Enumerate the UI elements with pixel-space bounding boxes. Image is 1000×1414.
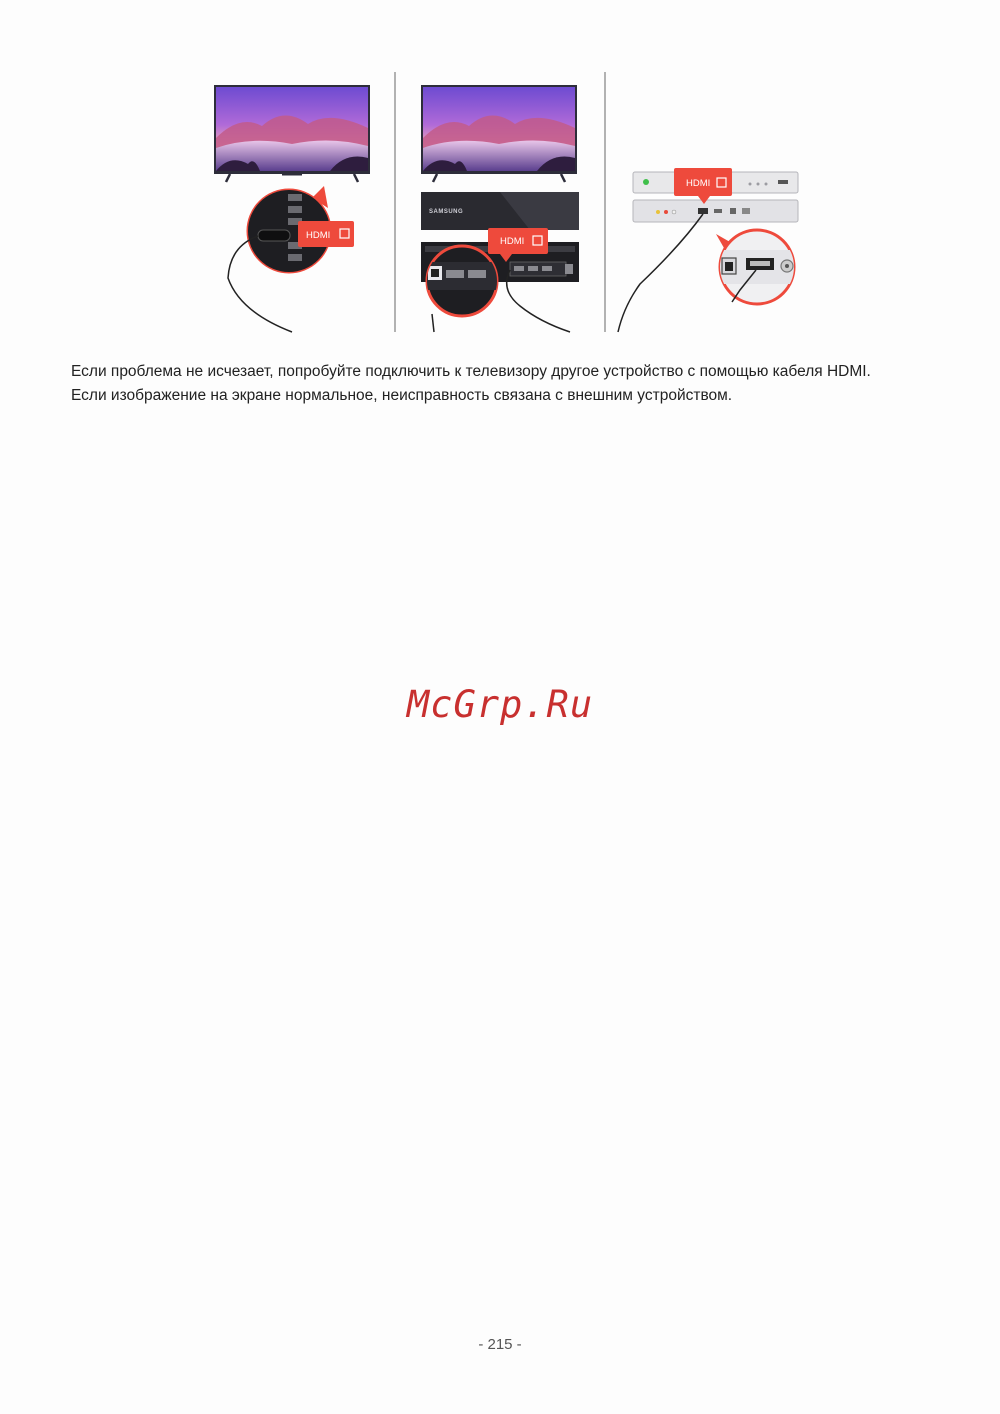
settop-port-zoom [716, 230, 796, 304]
hdmi-connection-illustration [200, 66, 810, 338]
tv-panel-2 [421, 85, 577, 182]
instruction-line-2: Если изображение на экране нормальное, неисправность связана с внешним устройством. [71, 386, 733, 404]
hdmi-tag-3: HDMI [686, 178, 711, 189]
brand-label: SAMSUNG [429, 209, 464, 215]
illustration-svg [200, 66, 810, 338]
instruction-text [71, 360, 951, 407]
samsung-box-front [421, 192, 579, 230]
tv-panel-1 [214, 85, 370, 182]
tv-port-zoom [228, 186, 354, 332]
hdmi-tag-2: HDMI [500, 236, 525, 247]
instruction-line-1: Если проблема не исчезает, попробуйте подключить к телевизору другое устройство с помощью кабеля HDMI. [71, 363, 871, 380]
hdmi-tag-1: HDMI [306, 230, 331, 241]
watermark: McGrp.Ru [406, 683, 594, 726]
page-number: - 215 - [478, 1336, 522, 1353]
settop-hdmi-callout [674, 168, 732, 204]
